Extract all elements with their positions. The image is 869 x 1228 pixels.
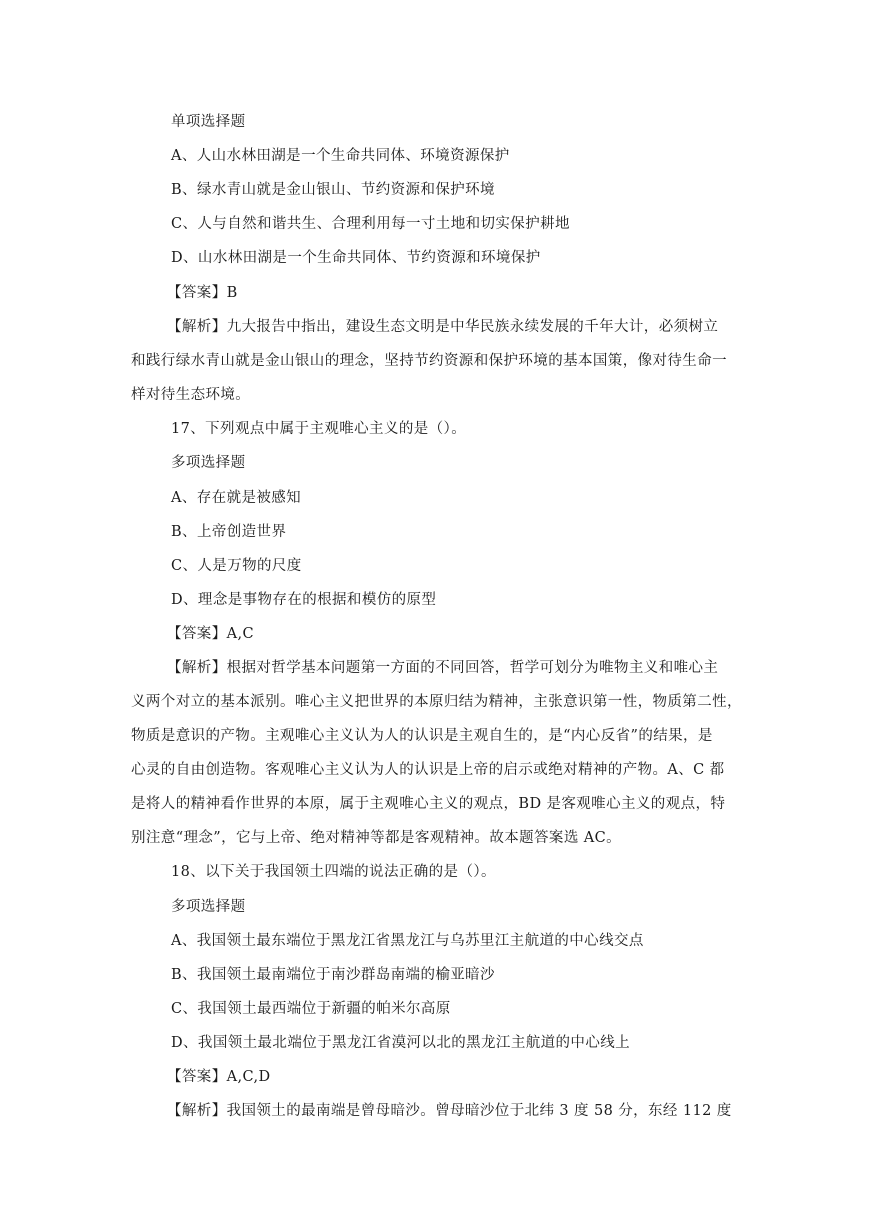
question-text: 18、以下关于我国领土四端的说法正确的是（）。 — [171, 864, 496, 880]
option-a: A、存在就是被感知 — [171, 490, 302, 506]
question-text: 17、下列观点中属于主观唯心主义的是（）。 — [171, 421, 467, 437]
option-c: C、人与自然和谐共生、合理利用每一寸土地和切实保护耕地 — [171, 216, 570, 232]
analysis-line: 是将人的精神看作世界的本原，属于主观唯心主义的观点，BD 是客观唯心主义的观点，特 — [131, 796, 726, 812]
analysis-line: 和践行绿水青山就是金山银山的理念，坚持节约资源和保护环境的基本国策，像对待生命一 — [131, 353, 727, 369]
option-b: B、绿水青山就是金山银山、节约资源和保护环境 — [171, 182, 495, 198]
option-b: B、我国领土最南端位于南沙群岛南端的榆亚暗沙 — [171, 967, 495, 983]
option-d: D、山水林田湖是一个生命共同体、节约资源和环境保护 — [171, 250, 541, 266]
question-type: 多项选择题 — [171, 455, 246, 471]
option-d: D、我国领土最北端位于黑龙江省漠河以北的黑龙江主航道的中心线上 — [171, 1035, 631, 1051]
option-c: C、人是万物的尺度 — [171, 558, 302, 574]
analysis-line: 义两个对立的基本派别。唯心主义把世界的本原归结为精神，主张意识第一性，物质第二性， — [131, 694, 742, 710]
answer: 【答案】A,C — [167, 626, 254, 642]
option-d: D、理念是事物存在的根据和模仿的原型 — [171, 592, 437, 608]
answer: 【答案】A,C,D — [167, 1069, 271, 1085]
analysis-line: 样对待生态环境。 — [131, 387, 251, 403]
analysis-line: 别注意“理念”，它与上帝、绝对精神等都是客观精神。故本题答案选 AC。 — [131, 830, 621, 846]
analysis-line: 【解析】我国领土的最南端是曾母暗沙。曾母暗沙位于北纬 3 度 58 分，东经 112 度 — [167, 1103, 732, 1119]
option-a: A、我国领土最东端位于黑龙江省黑龙江与乌苏里江主航道的中心线交点 — [171, 933, 644, 949]
option-b: B、上帝创造世界 — [171, 524, 287, 540]
option-c: C、我国领土最西端位于新疆的帕米尔高原 — [171, 1001, 451, 1017]
answer: 【答案】B — [167, 285, 238, 301]
analysis-line: 【解析】根据对哲学基本问题第一方面的不同回答，哲学可划分为唯物主义和唯心主 — [167, 660, 719, 676]
analysis-line: 心灵的自由创造物。客观唯心主义认为人的认识是上帝的启示或绝对精神的产物。A、C 都 — [131, 762, 725, 778]
analysis-line: 物质是意识的产物。主观唯心主义认为人的认识是主观自生的，是“内心反省”的结果，是 — [131, 728, 713, 744]
option-a: A、人山水林田湖是一个生命共同体、环境资源保护 — [171, 148, 510, 164]
question-type: 多项选择题 — [171, 899, 246, 915]
analysis-line: 【解析】九大报告中指出，建设生态文明是中华民族永续发展的千年大计，必须树立 — [167, 319, 719, 335]
question-type: 单项选择题 — [171, 114, 246, 130]
